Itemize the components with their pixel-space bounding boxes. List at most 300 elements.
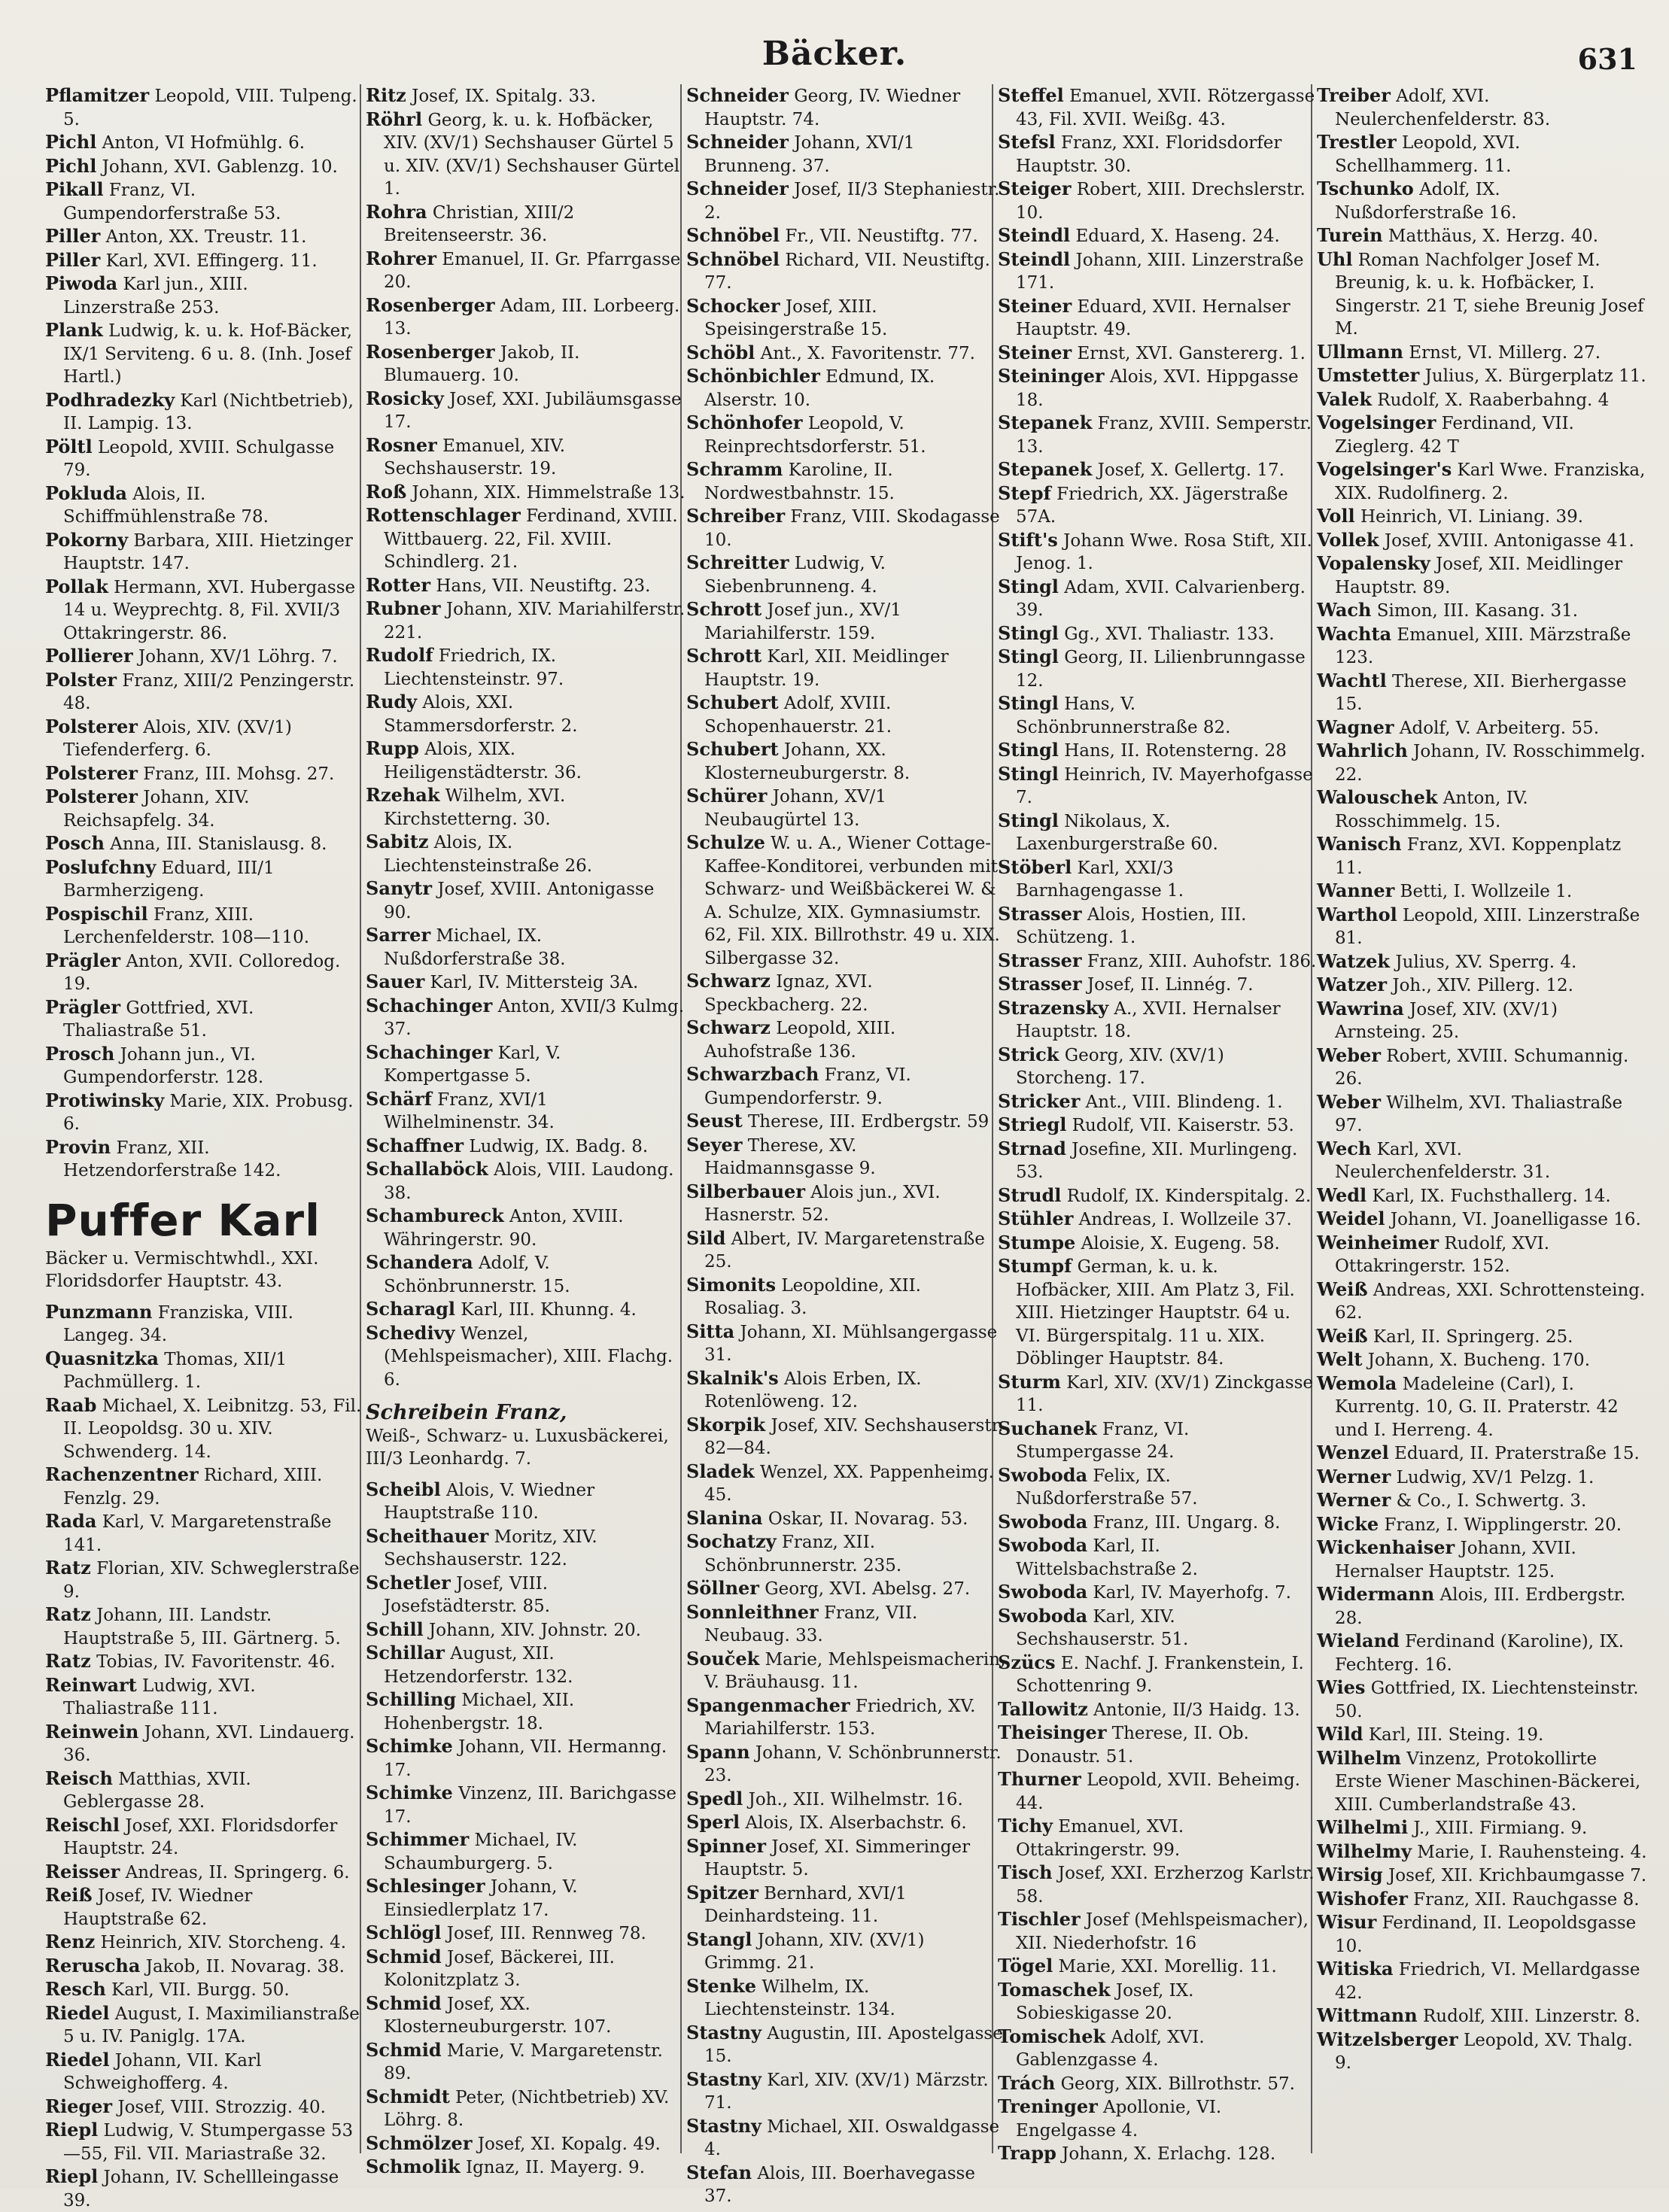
directory-entry	[45, 2095, 365, 2119]
entry-name: Skorpik	[686, 1414, 765, 1436]
entry-details: Therese, II. Ob. Donaustr. 51.	[1016, 1724, 1249, 1767]
entry-details: Karl, IX. Fuchsthallerg. 14.	[1367, 1187, 1611, 1206]
entry-details: Ferdinand (Karoline), IX. Fechterg. 16.	[1335, 1632, 1624, 1675]
directory-entry	[1317, 1864, 1648, 1888]
directory-entry	[1317, 833, 1648, 880]
directory-entry	[45, 996, 365, 1043]
entry-details: Andreas, XXI. Schrottensteing. 62.	[1335, 1281, 1645, 1323]
entry-name: Sladek	[686, 1460, 755, 1482]
directory-entry	[1317, 1091, 1648, 1138]
directory-entry	[45, 2119, 365, 2165]
entry-name: Rosenberger	[366, 294, 495, 316]
directory-entry	[686, 1577, 1006, 1601]
directory-entry	[998, 997, 1318, 1044]
directory-entry	[686, 1367, 1006, 1414]
directory-entry	[366, 2132, 686, 2156]
entry-name: Prosch	[45, 1043, 114, 1065]
entry-details: Josef jun., XV/1 Mariahilferstr. 159.	[704, 600, 901, 643]
directory-entry	[45, 1955, 365, 1979]
entry-details: Adolf, V. Arbeiterg. 55.	[1394, 719, 1599, 738]
entry-details: Ignaz, II. Mayerg. 9.	[461, 2158, 645, 2177]
entry-name: Watzek	[1317, 950, 1390, 972]
entry-details: Matthäus, X. Herzg. 40.	[1383, 226, 1599, 246]
directory-entry	[998, 739, 1318, 763]
entry-details: Johann, XIV. Mariahilferstr. 221.	[384, 600, 685, 643]
entry-details: Andreas, I. Wollzeile 37.	[1073, 1210, 1292, 1229]
entry-name: Steiner	[998, 342, 1072, 363]
entry-details: Wilhelm, XVI. Kirchstetterng. 30.	[384, 786, 565, 829]
entry-details: Josef, XII. Krichbaumgasse 7.	[1383, 1866, 1646, 1885]
entry-details: Hans, II. Rotensterng. 28	[1059, 741, 1287, 761]
directory-entry	[998, 1511, 1318, 1535]
directory-entry	[998, 622, 1318, 646]
entry-details: Rudolf, VII. Kaiserstr. 53.	[1066, 1116, 1294, 1135]
entry-details: Alois, V. Wiedner Hauptstraße 110.	[384, 1481, 594, 1524]
directory-entry	[998, 1581, 1318, 1605]
entry-name: Schönbichler	[686, 365, 820, 387]
directory-entry	[1317, 1325, 1648, 1349]
entry-details: Karl, VII. Burgg. 50.	[106, 1980, 290, 2000]
entry-details: Michael, XII. Oswaldgasse 4.	[704, 2117, 999, 2160]
directory-entry	[686, 1320, 1006, 1367]
entry-name: Stingl	[998, 646, 1059, 667]
directory-entry	[45, 178, 365, 225]
entry-details: Eduard, III/1 Barmherzigeng.	[63, 858, 275, 901]
entry-details: Josef, IV. Wiedner Hauptstraße 62.	[63, 1886, 252, 1929]
directory-entry	[686, 2022, 1006, 2068]
entry-details: Franz, I. Wipplingerstr. 20.	[1379, 1515, 1622, 1535]
directory-entry	[1317, 505, 1648, 529]
entry-details: Karl, XVI. Neulerchenfelderstr. 31.	[1335, 1140, 1550, 1183]
entry-name: Vogelsinger's	[1317, 458, 1452, 480]
entry-details: Oskar, II. Novarag. 53.	[763, 1509, 968, 1529]
entry-name: Scharagl	[366, 1298, 455, 1320]
entry-name: Wickenhaiser	[1317, 1536, 1455, 1558]
directory-entry	[998, 1090, 1318, 1114]
directory-entry	[1317, 1583, 1648, 1630]
entry-name: Turein	[1317, 224, 1383, 246]
entry-name: Schärf	[366, 1088, 432, 1110]
entry-name: Steffel	[998, 84, 1064, 106]
directory-entry	[366, 1088, 686, 1135]
entry-details: Friedrich, XX. Jägerstraße 57A.	[1016, 485, 1288, 527]
entry-details: Michael, IV. Schaumburgerg. 5.	[384, 1831, 577, 1873]
directory-entry	[686, 1975, 1006, 2022]
entry-details: Alois, Hostien, III. Schützeng. 1.	[1016, 905, 1246, 948]
entry-details: Karl, II. Wittelsbachstraße 2.	[1016, 1536, 1198, 1579]
entry-details: Karl, III. Steing. 19.	[1363, 1725, 1544, 1745]
directory-entry	[998, 84, 1318, 131]
entry-name: Schilling	[366, 1688, 456, 1710]
column-3	[686, 84, 1006, 2208]
directory-entry	[45, 2165, 365, 2212]
entry-details: Friedrich, VI. Mellardgasse 42.	[1335, 1960, 1640, 2003]
directory-entry	[1317, 974, 1648, 998]
entry-details: Alois, III. Boerhavegasse 37.	[704, 2164, 975, 2207]
directory-entry	[686, 1507, 1006, 1531]
entry-details: Johann, XVI. Lindauerg. 36.	[63, 1723, 354, 1766]
entry-name: Röhrl	[366, 108, 422, 130]
directory-entry	[1317, 364, 1648, 388]
entry-details: Johann, XIV. Johnstr. 20.	[424, 1621, 641, 1640]
entry-name: Stift's	[998, 529, 1058, 551]
entry-name: Pichl	[45, 131, 96, 153]
entry-name: Schneider	[686, 84, 789, 106]
entry-name: Silberbauer	[686, 1180, 805, 1202]
entry-name: Rada	[45, 1510, 96, 1532]
entry-name: Quasnitzka	[45, 1348, 159, 1369]
directory-entry	[45, 716, 365, 762]
entry-name: Plank	[45, 319, 103, 341]
entry-name: Schwarz	[686, 970, 771, 992]
entry-details: Karl Wwe. Franziska, XIX. Rudolfinerg. 2.	[1335, 460, 1645, 503]
entry-details: Franz, XXI. Floridsdorfer Hauptstr. 30.	[1016, 133, 1281, 176]
directory-entry	[998, 1979, 1318, 2025]
directory-entry	[366, 831, 686, 877]
directory-entry	[366, 1642, 686, 1688]
directory-entry	[998, 295, 1318, 342]
directory-entry	[998, 1698, 1318, 1722]
entry-details: Johann, XIV. Reichsapfelg. 34.	[63, 788, 249, 831]
directory-entry	[998, 224, 1318, 248]
entry-name: Protiwinsky	[45, 1089, 164, 1111]
entry-name: Schrott	[686, 598, 762, 620]
entry-details: Eduard, XVII. Hernalser Hauptstr. 49.	[1016, 297, 1291, 340]
entry-details: Johann, XIV. (XV/1) Grimmg. 21.	[704, 1931, 924, 1973]
directory-entry	[1317, 458, 1648, 505]
entry-name: Ullmann	[1317, 341, 1403, 363]
directory-entry	[998, 1721, 1318, 1768]
entry-details: Franz, VI. Stumpergasse 24.	[1016, 1420, 1189, 1463]
entry-name: Riedel	[45, 2002, 110, 2024]
directory-entry	[45, 1603, 365, 1650]
entry-details: Franz, XIII. Auhofstr. 186.	[1082, 952, 1317, 971]
directory-entry	[366, 1322, 686, 1392]
entry-details: Georg, XIV. (XV/1) Storcheng. 17.	[1016, 1046, 1224, 1089]
entry-details: Alois, II. Schiffmühlenstraße 78.	[63, 485, 269, 527]
entry-name: Steiner	[998, 295, 1072, 317]
entry-name: Swoboda	[998, 1511, 1087, 1533]
entry-details: Ludwig, V. Stumpergasse 53—55, Fil. VII. Mariastraße 32.	[63, 2121, 353, 2164]
directory-entry	[998, 412, 1318, 458]
entry-name: Strasser	[998, 950, 1082, 971]
entry-name: Stühler	[998, 1208, 1073, 1229]
directory-entry	[686, 1180, 1006, 1227]
directory-entry	[686, 1835, 1006, 1882]
directory-entry	[366, 481, 686, 505]
directory-entry	[686, 1530, 1006, 1577]
entry-name: Poslufchny	[45, 856, 156, 878]
entry-name: Roß	[366, 481, 406, 503]
entry-details: Gottfried, IX. Liechtensteinstr. 50.	[1335, 1679, 1639, 1721]
directory-entry	[1317, 1208, 1648, 1232]
entry-name: Trách	[998, 2072, 1055, 2094]
entry-name: Ritz	[366, 84, 406, 106]
directory-entry	[1317, 388, 1648, 412]
directory-entry	[686, 645, 1006, 691]
directory-entry	[686, 1928, 1006, 1975]
directory-entry	[998, 856, 1318, 903]
entry-name: Punzmann	[45, 1301, 152, 1323]
entry-details: Josef, XIV. (XV/1) Arnsteing. 25.	[1335, 1000, 1558, 1043]
entry-name: Weiß	[1317, 1325, 1368, 1347]
entry-details: Josef, XI. Kopalg. 49.	[472, 2135, 660, 2154]
entry-name: Schandera	[366, 1251, 473, 1273]
entry-name: Wilhelmy	[1317, 1840, 1412, 1862]
entry-name: Vollek	[1317, 529, 1379, 551]
directory-entry	[45, 1978, 365, 2002]
entry-name: Stricker	[998, 1090, 1080, 1112]
entry-details: Ferdinand, II. Leopoldsgasse 10.	[1335, 1913, 1636, 1956]
entry-name: Ratz	[45, 1650, 91, 1672]
ad-text: Weiß-, Schwarz- u. Luxusbäckerei, III/3 Leonhardg. 7.	[366, 1425, 686, 1471]
entry-name: Söllner	[686, 1577, 759, 1599]
entry-name: Strazensky	[998, 997, 1108, 1019]
entry-name: Trestler	[1317, 131, 1397, 153]
directory-entry	[1317, 412, 1648, 458]
entry-details: Ludwig, XV/1 Pelzg. 1.	[1391, 1468, 1594, 1487]
entry-details: Alois jun., XVI. Hasnerstr. 52.	[704, 1183, 941, 1226]
entry-name: Steiger	[998, 178, 1072, 199]
directory-entry	[1317, 341, 1648, 365]
entry-details: Franz, XIII/2 Penzingerstr. 48.	[63, 671, 354, 714]
entry-details: Friedrich, XV. Mariahilferstr. 153.	[704, 1697, 975, 1740]
entry-name: Scheibl	[366, 1478, 441, 1500]
directory-entry	[686, 505, 1006, 551]
directory-entry	[686, 131, 1006, 178]
directory-entry	[45, 2049, 365, 2095]
directory-entry	[45, 645, 365, 669]
directory-entry	[998, 1044, 1318, 1090]
entry-details: Fr., VII. Neustiftg. 77.	[780, 226, 978, 246]
directory-entry	[366, 1688, 686, 1735]
entry-details: Johann, X. Bucheng. 170.	[1362, 1351, 1590, 1370]
entry-name: Strasser	[998, 973, 1082, 995]
entry-details: Betti, I. Wollzeile 1.	[1394, 882, 1572, 901]
directory-entry	[686, 1648, 1006, 1694]
entry-name: Spinner	[686, 1835, 766, 1857]
entry-details: Vinzenz, Protokollirte Erste Wiener Maschinen-Bäckerei, XIII. Cumberlandstraße 43.	[1335, 1749, 1640, 1815]
entry-details: Marie, I. Rauhensteing. 4.	[1412, 1843, 1647, 1862]
entry-name: Prägler	[45, 996, 120, 1018]
entry-name: Reischl	[45, 1814, 120, 1836]
entry-details: Simon, III. Kasang. 31.	[1371, 601, 1578, 621]
entry-name: Wahrlich	[1317, 740, 1408, 761]
entry-details: Alois, XXI. Stammersdorferstr. 2.	[384, 693, 578, 736]
entry-details: Madeleine (Carl), I. Kurrentg. 10, G. II. Praterstr. 42 und I. Herreng. 4.	[1335, 1375, 1619, 1440]
entry-name: Reisch	[45, 1767, 113, 1789]
entry-details: Wilhelm, IX. Liechtensteinstr. 134.	[704, 1977, 895, 2020]
entry-name: Schlesinger	[366, 1875, 485, 1897]
directory-entry	[45, 249, 365, 273]
entry-details: Franz, VI. Gumpendorferstraße 53.	[63, 181, 281, 223]
entry-name: Renz	[45, 1931, 95, 1952]
entry-name: Wies	[1317, 1676, 1365, 1698]
entry-details: Leopold, XVI. Schellhammerg. 11.	[1335, 133, 1520, 176]
directory-entry	[686, 1811, 1006, 1835]
entry-details: Josef, XIII. Speisingerstraße 15.	[704, 297, 887, 340]
entry-details: Alois, VIII. Laudong. 38.	[384, 1160, 673, 1203]
directory-entry	[998, 1955, 1318, 1979]
directory-entry	[998, 131, 1318, 178]
entry-details: Georg, II. Lilienbrunngasse 12.	[1016, 648, 1306, 691]
directory-entry	[998, 1371, 1318, 1417]
entry-details: August, I. Maximilianstraße 5 u. IV. Paniglg. 17A.	[63, 2004, 360, 2047]
page-title: Bäcker.	[0, 35, 1669, 73]
entry-details: Josef, XIV. Sechshauserstr. 82—84.	[704, 1416, 1003, 1459]
entry-name: Seust	[686, 1110, 743, 1132]
entry-details: Julius, XV. Sperrg. 4.	[1390, 953, 1576, 972]
entry-details: Emanuel, XVII. Rötzergasse 43, Fil. XVII. Weißg. 43.	[1016, 87, 1315, 129]
directory-entry	[998, 1651, 1318, 1698]
entry-name: Striegl	[998, 1114, 1066, 1135]
entry-details: Karl, XIV. (XV/1) Märzstr. 71.	[704, 2071, 989, 2113]
entry-details: Josef, XVIII. Antonigasse 90.	[384, 880, 654, 922]
entry-details: Hans, VII. Neustiftg. 23.	[430, 576, 650, 596]
entry-name: Stingl	[998, 763, 1059, 785]
directory-entry	[366, 1205, 686, 1251]
directory-entry	[45, 1136, 365, 1183]
directory-entry	[366, 644, 686, 691]
directory-entry	[998, 529, 1318, 576]
entry-details: Adolf, XVIII. Schopenhauerstr. 21.	[704, 694, 892, 737]
directory-entry	[998, 1255, 1318, 1371]
directory-entry	[686, 831, 1006, 970]
directory-entry	[686, 2162, 1006, 2208]
entry-details: Josef, VIII. Strozzig. 40.	[112, 2098, 326, 2117]
entry-name: Suchanek	[998, 1417, 1097, 1439]
entry-details: Eduard, X. Haseng. 24.	[1070, 226, 1280, 246]
entry-details: Georg, k. u. k. Hofbäcker, XIV. (XV/1) Sechshauser Gürtel 5 u. XIV. (XV/1) Sechshauser Gürtel 1.	[384, 111, 679, 199]
entry-name: Polsterer	[45, 785, 138, 807]
directory-entry	[686, 2115, 1006, 2162]
entry-details: Johann, VII. Karl Schweighofferg. 4.	[63, 2051, 261, 2094]
directory-entry	[1317, 1372, 1648, 1442]
entry-name: Skalnik's	[686, 1367, 779, 1389]
entry-details: Josef, IX. Sobieskigasse 20.	[1016, 1981, 1193, 2024]
directory-entry	[1317, 1044, 1648, 1091]
entry-name: Pichl	[45, 155, 96, 177]
entry-details: Ludwig, XVI. Thaliastraße 111.	[63, 1676, 256, 1719]
entry-details: Ant., X. Favoritenstr. 77.	[755, 344, 975, 363]
entry-details: Johann, XIX. Himmelstraße 13.	[406, 483, 685, 503]
entry-details: Rudolf, X. Raaberbahng. 4	[1372, 390, 1609, 410]
directory-entry	[1317, 248, 1648, 341]
entry-details: Ludwig, IX. Badg. 8.	[464, 1137, 648, 1156]
directory-entry	[1317, 1232, 1648, 1278]
entry-details: Karoline, II. Nordwestbahnstr. 15.	[704, 460, 895, 503]
directory-entry	[366, 1478, 686, 1525]
entry-name: Uhl	[1317, 248, 1353, 270]
directory-entry	[45, 1510, 365, 1557]
directory-entry	[686, 1694, 1006, 1741]
entry-details: Emanuel, XIV. Sechshauserstr. 19.	[384, 436, 565, 479]
directory-entry	[998, 2025, 1318, 2072]
entry-details: Alois, IX. Liechtensteinstraße 26.	[384, 833, 592, 876]
entry-name: Piller	[45, 249, 100, 271]
entry-details: Karl, IV. Mittersteig 3A.	[424, 973, 638, 992]
directory-entry	[45, 1931, 365, 1955]
directory-entry	[366, 1875, 686, 1922]
entry-name: Pollak	[45, 576, 108, 597]
entry-name: Wanisch	[1317, 833, 1402, 855]
entry-details: Karl, II. Springerg. 25.	[1368, 1327, 1573, 1347]
directory-entry	[686, 248, 1006, 295]
entry-details: Franz, III. Mohsg. 27.	[138, 764, 334, 784]
entry-name: Werner	[1317, 1466, 1391, 1487]
entry-name: Stumpe	[998, 1232, 1075, 1253]
directory-entry	[686, 1134, 1006, 1180]
entry-details: Ludwig, V. Siebenbrunneng. 4.	[704, 554, 886, 597]
entry-name: Schmolik	[366, 2156, 461, 2177]
entry-details: Emanuel, XVI. Ottakringerstr. 99.	[1016, 1817, 1184, 1860]
directory-entry	[686, 1741, 1006, 1788]
entry-name: Voll	[1317, 505, 1355, 527]
directory-entry	[1317, 1442, 1648, 1466]
directory-entry	[45, 1089, 365, 1136]
entry-name: Schreiber	[686, 505, 785, 527]
entry-details: Ernst, XVI. Ganstererg. 1.	[1072, 344, 1306, 363]
directory-entry	[1317, 1888, 1648, 1912]
directory-entry	[1317, 670, 1648, 716]
directory-entry	[45, 482, 365, 529]
entry-details: Josef, X. Gellertg. 17.	[1092, 460, 1284, 480]
entry-name: Schubert	[686, 738, 779, 760]
entry-name: Tisch	[998, 1861, 1053, 1883]
entry-details: Adam, III. Lorbeerg. 13.	[384, 296, 679, 339]
entry-name: Schönhofer	[686, 412, 803, 433]
directory-entry	[1317, 529, 1648, 553]
entry-name: Tomischek	[998, 2025, 1105, 2047]
entry-name: Watzer	[1317, 974, 1387, 995]
directory-entry	[45, 2002, 365, 2049]
entry-name: Prägler	[45, 950, 120, 971]
entry-name: Stepf	[998, 482, 1051, 504]
entry-name: Polster	[45, 669, 117, 691]
directory-entry	[686, 1460, 1006, 1507]
directory-entry	[998, 248, 1318, 295]
entry-name: Schwarzbach	[686, 1063, 819, 1085]
entry-details: Wenzel, (Mehlspeismacher), XIII. Flachg. 6.	[384, 1324, 673, 1390]
entry-name: Stöberl	[998, 856, 1072, 878]
entry-name: Schaffner	[366, 1135, 464, 1156]
entry-name: Wirsig	[1317, 1864, 1383, 1885]
directory-entry	[366, 201, 686, 248]
entry-name: Schlögl	[366, 1922, 441, 1943]
directory-entry	[998, 973, 1318, 997]
directory-entry	[1317, 880, 1648, 904]
entry-details: Johann jun., VI. Gumpendorferstr. 128.	[63, 1045, 263, 1088]
entry-name: Steindl	[998, 248, 1070, 270]
entry-details: Andreas, II. Springerg. 6.	[120, 1863, 349, 1882]
entry-details: Michael, XII. Hohenbergstr. 18.	[384, 1691, 574, 1733]
entry-list	[686, 84, 1006, 2208]
entry-name: Schachinger	[366, 995, 492, 1016]
directory-entry	[1317, 1184, 1648, 1208]
entry-name: Provin	[45, 1136, 111, 1158]
entry-details: Johann, XI. Mühlsangergasse 31.	[704, 1323, 997, 1366]
directory-entry	[686, 598, 1006, 645]
ad-headline: Schreibein Franz,	[366, 1402, 686, 1425]
entry-details: Therese, III. Erdbergstr. 59	[743, 1112, 990, 1132]
entry-name: Rzehak	[366, 784, 439, 806]
entry-name: Swoboda	[998, 1581, 1087, 1603]
entry-name: Stingl	[998, 692, 1059, 714]
entry-details: Emanuel, II. Gr. Pfarrgasse 20.	[384, 250, 680, 293]
directory-entry	[686, 224, 1006, 248]
entry-name: Spann	[686, 1741, 750, 1763]
entry-details: Karl, III. Khunng. 4.	[455, 1300, 637, 1320]
